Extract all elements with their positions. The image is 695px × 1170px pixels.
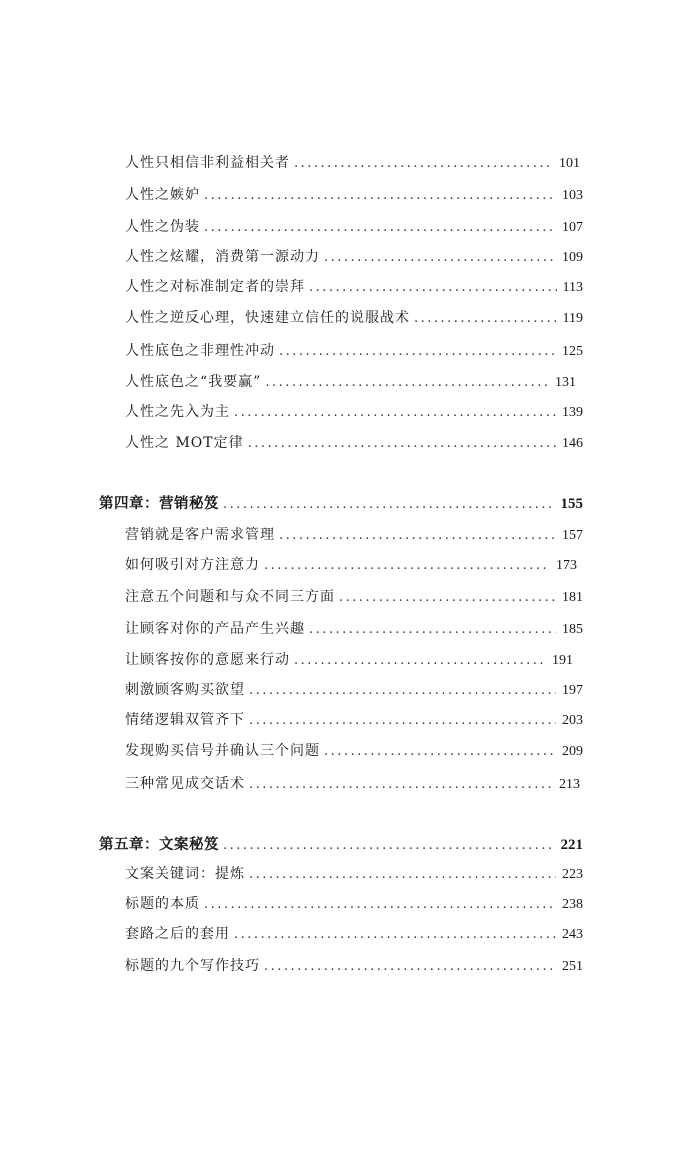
toc-entry	[125, 371, 576, 391]
toc-leader-dots	[414, 311, 557, 326]
toc-leader-dots	[294, 156, 553, 171]
toc-entry-page: 223	[562, 867, 583, 882]
toc-entry-page: 181	[562, 590, 583, 605]
toc-entry-page: 109	[562, 250, 583, 265]
toc-entry-title: 套路之后的套用	[125, 926, 230, 942]
toc-entry	[125, 893, 583, 913]
toc-entry	[125, 340, 583, 360]
toc-entry	[125, 216, 583, 236]
toc-entry-page: 119	[562, 311, 583, 326]
toc-entry	[125, 955, 583, 975]
toc-chapter-page: 221	[560, 837, 583, 853]
toc-entry-title: 人性之嫉妒	[125, 187, 200, 203]
toc-entry	[125, 401, 583, 421]
toc-entry-title: 让顾客对你的产品产生兴趣	[125, 621, 305, 637]
toc-leader-dots	[265, 375, 549, 390]
toc-entry-title: 人性底色之“我要赢”	[125, 374, 262, 390]
toc-chapter-page: 155	[560, 496, 583, 512]
toc-entry-title: 人性之逆反心理，快速建立信任的说服战术	[125, 310, 410, 326]
toc-entry	[125, 679, 583, 699]
toc-entry-title: 标题的本质	[125, 896, 200, 912]
toc-entry-title: 人性之先入为主	[125, 404, 230, 420]
toc-entry-title: 如何吸引对方注意力	[125, 557, 260, 573]
toc-entry	[125, 773, 580, 793]
toc-entry-title: 文案关键词：提炼	[125, 866, 245, 882]
toc-leader-dots	[339, 590, 556, 605]
toc-leader-dots	[324, 250, 556, 265]
toc-entry-title: 注意五个问题和与众不同三方面	[125, 589, 335, 605]
toc-entry-title: 情绪逻辑双管齐下	[125, 712, 245, 728]
toc-leader-dots	[249, 713, 556, 728]
toc-leader-dots	[249, 777, 553, 792]
toc-entry	[125, 276, 583, 296]
toc-entry-title: 人性底色之非理性冲动	[125, 343, 275, 359]
toc-entry-page: 238	[562, 897, 583, 912]
toc-entry-page: 131	[555, 375, 576, 390]
toc-entry	[125, 524, 583, 544]
toc-leader-dots	[204, 220, 556, 235]
toc-entry-title: 刺激顾客购买欲望	[125, 682, 245, 698]
toc-leader-dots	[204, 897, 556, 912]
toc-entry-page: 139	[562, 405, 583, 420]
toc-leader-dots	[204, 188, 556, 203]
toc-entry-page: 113	[562, 280, 583, 295]
toc-entry	[125, 246, 583, 266]
toc-entry-page: 107	[562, 220, 583, 235]
toc-leader-dots	[249, 867, 556, 882]
toc-leader-dots	[264, 959, 556, 974]
toc-entry	[125, 923, 583, 943]
toc-entry	[125, 432, 583, 452]
toc-entry	[125, 307, 583, 327]
toc-entry-page: 125	[562, 344, 583, 359]
toc-chapter-heading	[99, 492, 583, 513]
toc-entry	[125, 709, 583, 729]
toc-entry-page: 157	[562, 528, 583, 543]
toc-leader-dots	[309, 622, 556, 637]
toc-entry-title: 标题的九个写作技巧	[125, 958, 260, 974]
toc-entry-page: 197	[562, 683, 583, 698]
toc-entry	[125, 152, 580, 172]
toc-leader-dots	[264, 558, 550, 573]
toc-entry-page: 185	[562, 622, 583, 637]
toc-entry	[125, 618, 583, 638]
toc-leader-dots	[234, 405, 556, 420]
toc-entry	[125, 740, 583, 760]
toc-leader-dots	[249, 683, 556, 698]
toc-chapter-heading	[99, 833, 583, 854]
toc-entry-title: 人性之对标准制定者的崇拜	[125, 279, 305, 295]
toc-entry-page: 191	[552, 653, 573, 668]
toc-entry-title: 人性只相信非利益相关者	[125, 155, 290, 171]
toc-leader-dots	[294, 653, 546, 668]
toc-entry-title: 让顾客按你的意愿来行动	[125, 652, 290, 668]
toc-leader-dots	[234, 927, 556, 942]
toc-chapter-title: 第四章：营销秘笈	[99, 495, 219, 512]
toc-leader-dots	[248, 436, 556, 451]
toc-entry-page: 243	[562, 927, 583, 942]
toc-entry-title: 人性之伪装	[125, 219, 200, 235]
toc-entry-page: 173	[556, 558, 577, 573]
toc-chapter-title: 第五章：文案秘笈	[99, 836, 219, 853]
toc-leader-dots	[309, 280, 557, 295]
toc-leader-dots	[279, 344, 556, 359]
toc-leader-dots	[324, 744, 556, 759]
toc-entry-title: 三种常见成交话术	[125, 776, 245, 792]
toc-entry	[125, 586, 583, 606]
toc-leader-dots	[223, 497, 555, 512]
toc-entry-page: 101	[559, 156, 580, 171]
toc-entry-title: 人性之 MOT定律	[125, 435, 244, 451]
toc-leader-dots	[223, 838, 555, 853]
toc-entry-page: 103	[562, 188, 583, 203]
toc-leader-dots	[279, 528, 556, 543]
toc-entry-page: 213	[559, 777, 580, 792]
toc-entry-page: 251	[562, 959, 583, 974]
toc-entry-page: 209	[562, 744, 583, 759]
toc-entry-page: 203	[562, 713, 583, 728]
toc-entry	[125, 863, 583, 883]
toc-entry-page: 146	[562, 436, 583, 451]
toc-entry	[125, 184, 583, 204]
toc-entry-title: 发现购买信号并确认三个问题	[125, 743, 320, 759]
toc-entry	[125, 554, 577, 574]
toc-entry-title: 营销就是客户需求管理	[125, 527, 275, 543]
toc-entry	[125, 649, 573, 669]
toc-entry-title: 人性之炫耀，消费第一源动力	[125, 249, 320, 265]
